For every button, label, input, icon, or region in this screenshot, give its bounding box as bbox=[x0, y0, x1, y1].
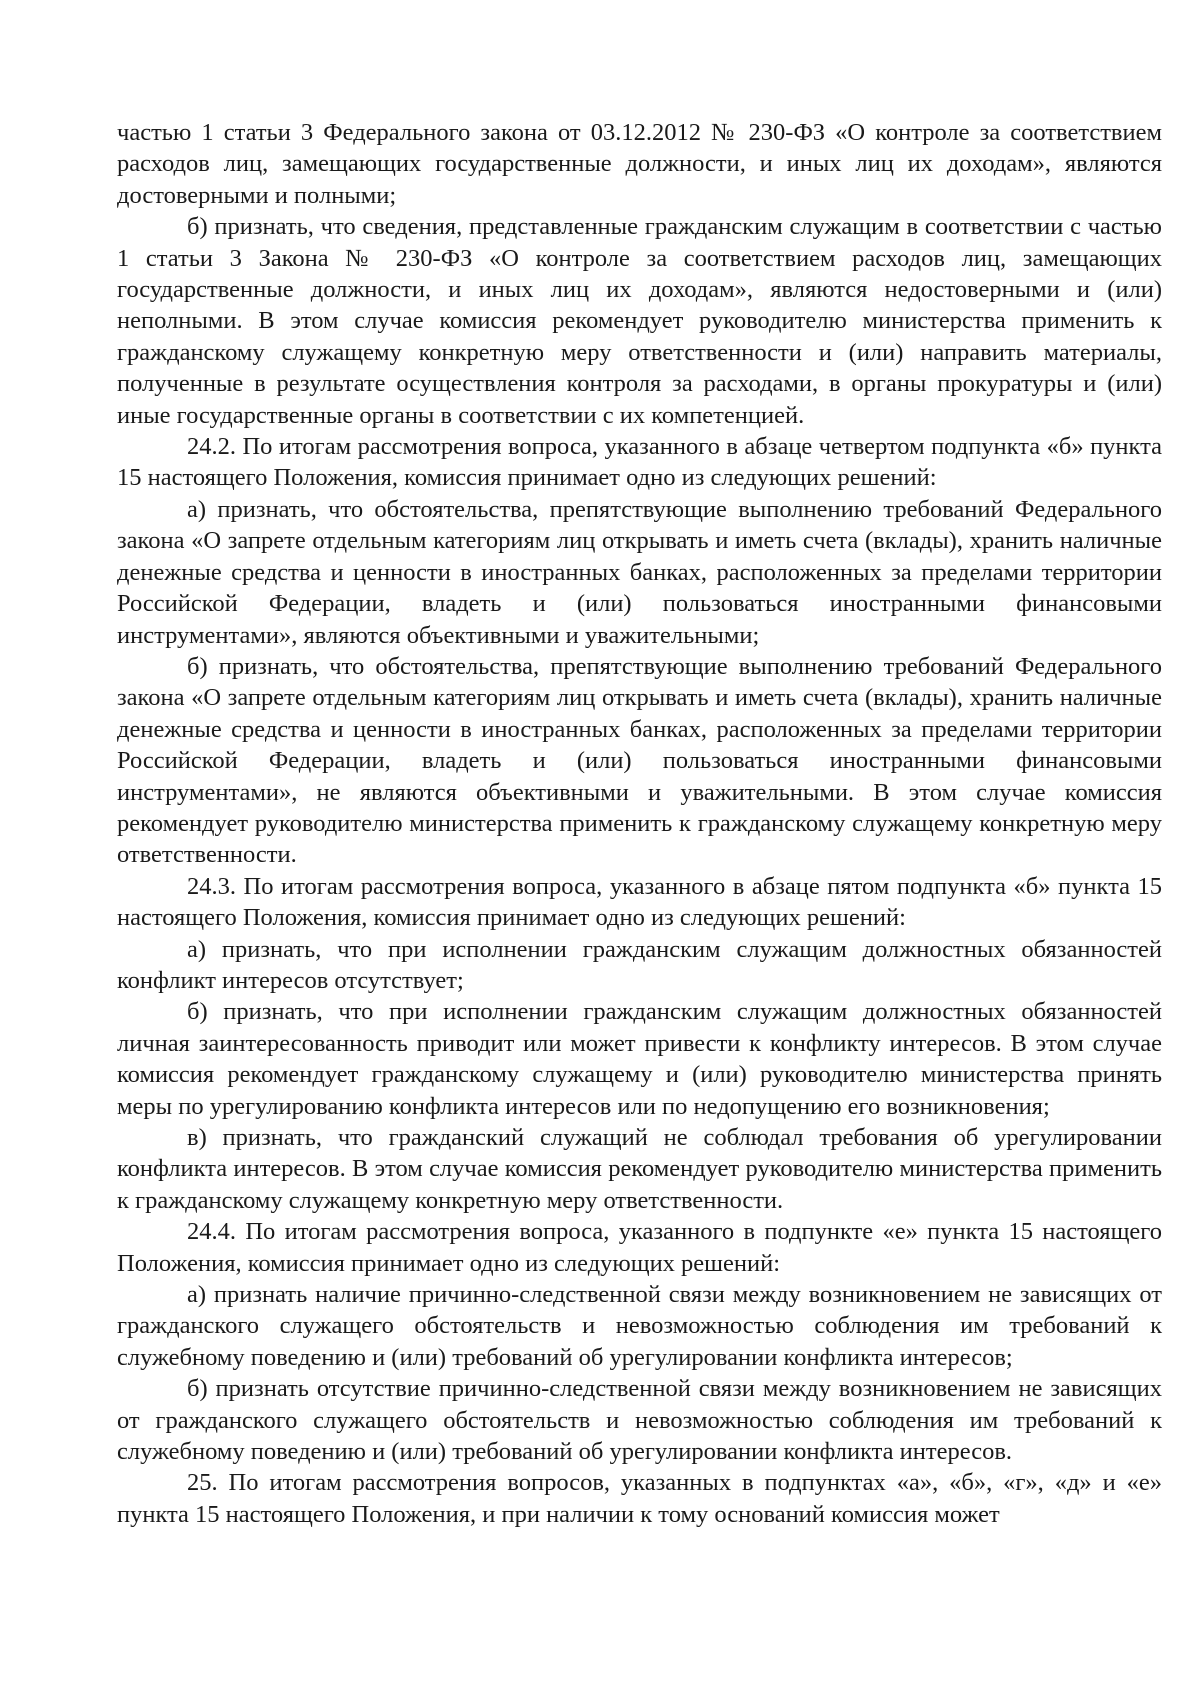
paragraph-24-2: 24.2. По итогам рассмотрения вопроса, указанного в абзаце четвертом подпункта «б» пункта 15 настоящего Положения, комиссия принимает одно из следующих решений: bbox=[117, 433, 1162, 492]
paragraph-24-3-v: в) признать, что гражданский служащий не соблюдал требования об урегулировании конфликта интересов. В этом случае комиссия рекомендует руководителю министерства применить к гражданскому служащему конкретную меру ответственности. bbox=[117, 1124, 1162, 1214]
paragraph-24-3-a: а) признать, что при исполнении гражданским служащим должностных обязанностей конфликт интересов отсутствует; bbox=[117, 935, 1162, 994]
document-body bbox=[117, 117, 1162, 1530]
paragraph-24-1-continuation: частью 1 статьи 3 Федерального закона от 03.12.2012 № 230-ФЗ «О контроле за соответствием расходов лиц, замещающих государственные должности, и иных лиц их доходам», являются достоверными и полными; bbox=[117, 119, 1162, 209]
paragraph-24-3: 24.3. По итогам рассмотрения вопроса, указанного в абзаце пятом подпункта «б» пункта 15 настоящего Положения, комиссия принимает одно из следующих решений: bbox=[117, 872, 1162, 932]
paragraph-24-4: 24.4. По итогам рассмотрения вопроса, указанного в подпункте «е» пункта 15 настоящего Положения, комиссия принимает одно из следующих решений: bbox=[117, 1218, 1162, 1277]
paragraph-24-3-b: б) признать, что при исполнении гражданским служащим должностных обязанностей личная заинтересованность приводит или может привести к конфликту интересов. В этом случае комиссия рекомендует гражданскому служащему и (или) руководителю министерства принять меры по урегулированию конфликта интересов или по недопущению его возникновения; bbox=[117, 998, 1162, 1120]
paragraph-24-4-b: б) признать отсутствие причинно-следственной связи между возникновением не зависящих от гражданского служащего обстоятельств и невозможностью соблюдения им требований к служебному поведению и (или) требований об урегулировании конфликта интересов. bbox=[117, 1375, 1162, 1466]
paragraph-25: 25. По итогам рассмотрения вопросов, указанных в подпунктах «а», «б», «г», «д» и «е» пункта 15 настоящего Положения, и при наличии к тому оснований комиссия может bbox=[117, 1469, 1162, 1528]
paragraph-24-4-a: а) признать наличие причинно-следственной связи между возникновением не зависящих от гражданского служащего обстоятельств и невозможностью соблюдения им требований к служебному поведению и (или) требований об урегулировании конфликта интересов; bbox=[117, 1281, 1162, 1371]
paragraph-24-2-a: а) признать, что обстоятельства, препятствующие выполнению требований Федерального закона «О запрете отдельным категориям лиц открывать и иметь счета (вклады), хранить наличные денежные средства и ценности в иностранных банках, расположенных за пределами территории Российской Федерации, владеть и (или) пользоваться иностранными финансовыми инструментами», являются объективными и уважительными; bbox=[117, 495, 1162, 649]
paragraph-24-2-b: б) признать, что обстоятельства, препятствующие выполнению требований Федерального закона «О запрете отдельным категориям лиц открывать и иметь счета (вклады), хранить наличные денежные средства и ценности в иностранных банках, расположенных за пределами территории Российской Федерации, владеть и (или) пользоваться иностранными финансовыми инструментами», не являются объективными и уважительными. В этом случае комиссия рекомендует руководителю министерства применить к гражданскому служащему конкретную меру ответственности. bbox=[117, 652, 1162, 869]
paragraph-24-1-b: б) признать, что сведения, представленные гражданским служащим в соответствии с частью 1 статьи 3 Закона № 230-ФЗ «О контроле за соответствием расходов лиц, замещающих государственные должности, и иных лиц их доходам», являются недостоверными и (или) неполными. В этом случае комиссия рекомендует руководителю министерства применить к гражданскому служащему конкретную меру ответственности и (или) направить материалы, полученные в результате осуществления контроля за расходами, в органы прокуратуры и (или) иные государственные органы в соответствии с их компетенцией. bbox=[117, 213, 1162, 429]
